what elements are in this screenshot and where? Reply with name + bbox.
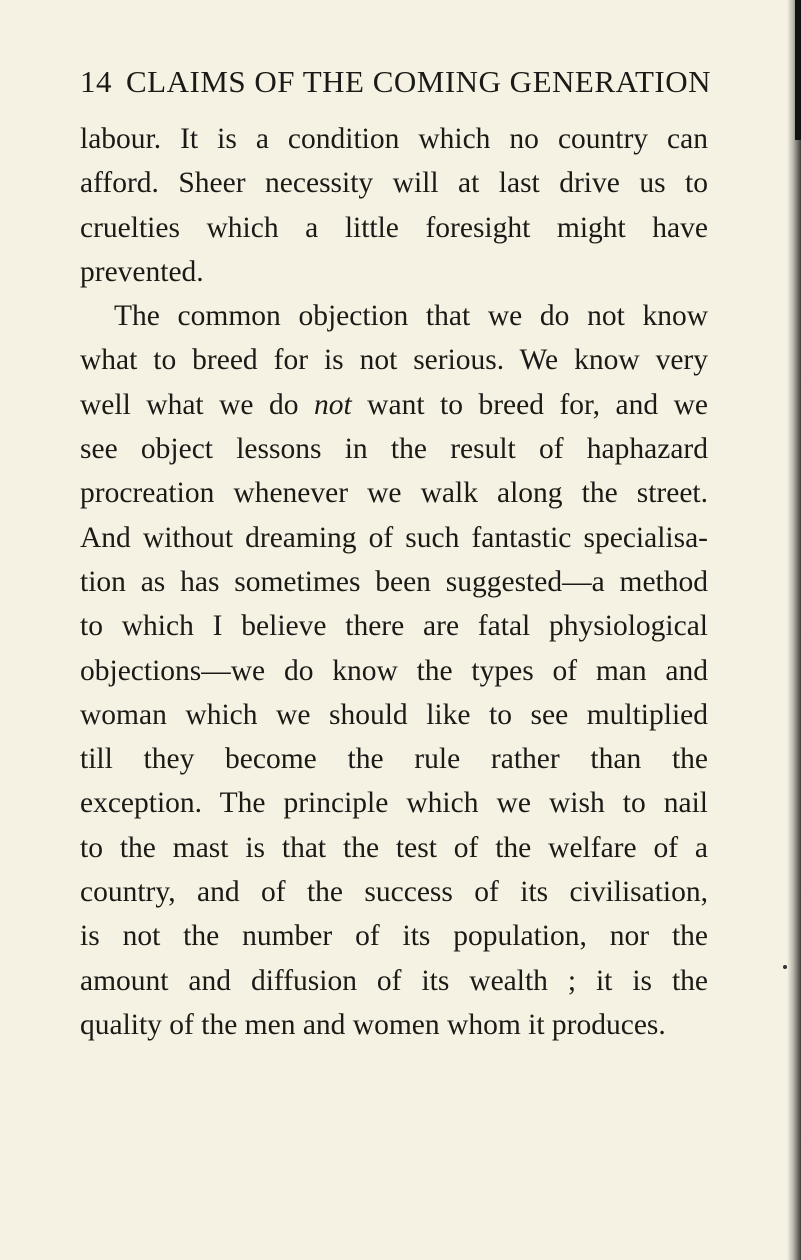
text-line: The common objection that we do not know (114, 300, 708, 333)
text-line: afford. Sheer necessity will at last drive us to (80, 167, 708, 200)
text-line: objections—we do know the types of man and (80, 654, 708, 687)
running-head (80, 64, 720, 112)
text-line: And without dreaming of such fantastic specialisa- (80, 521, 708, 554)
text-line: to which I believe there are fatal physiological (80, 610, 708, 643)
text-line: is not the number of its population, nor the (80, 920, 708, 953)
scan-speck (783, 965, 787, 969)
text-line-with-italic (80, 383, 708, 427)
text-line: amount and diffusion of its wealth ; it is the (80, 964, 708, 997)
text-line: woman which we should like to see multiplied (80, 698, 708, 731)
text-line: see object lessons in the result of haphazard (80, 433, 708, 466)
text-line: tion as has sometimes been suggested—a method (80, 565, 708, 598)
text-line: country, and of the success of its civilisation, (80, 876, 708, 909)
text-segment: well what we do (80, 388, 314, 421)
italic-emphasis: not (313, 388, 352, 421)
text-line: what to breed for is not serious. We know very (80, 344, 708, 377)
text-line: exception. The principle which we wish to nail (80, 787, 708, 820)
text-line: quality of the men and women whom it produces. (80, 1008, 666, 1041)
text-line: procreation whenever we walk along the street. (80, 477, 708, 510)
page-number: 14 (80, 64, 112, 99)
text-line: labour. It is a condition which no country can (80, 123, 708, 155)
running-title: CLAIMS OF THE COMING GENERATION (126, 64, 711, 99)
text-line: to the mast is that the test of the welfare of a (80, 831, 708, 864)
text-line: cruelties which a little foresight might have (80, 211, 708, 244)
text-line: prevented. (80, 255, 204, 288)
text-segment: want to breed for, and we (351, 388, 708, 421)
text-line: till they become the rule rather than the (80, 743, 708, 776)
scan-edge-dark-strip (795, 0, 801, 140)
scan-edge-shadow (787, 0, 801, 1260)
body-text (80, 117, 708, 1047)
